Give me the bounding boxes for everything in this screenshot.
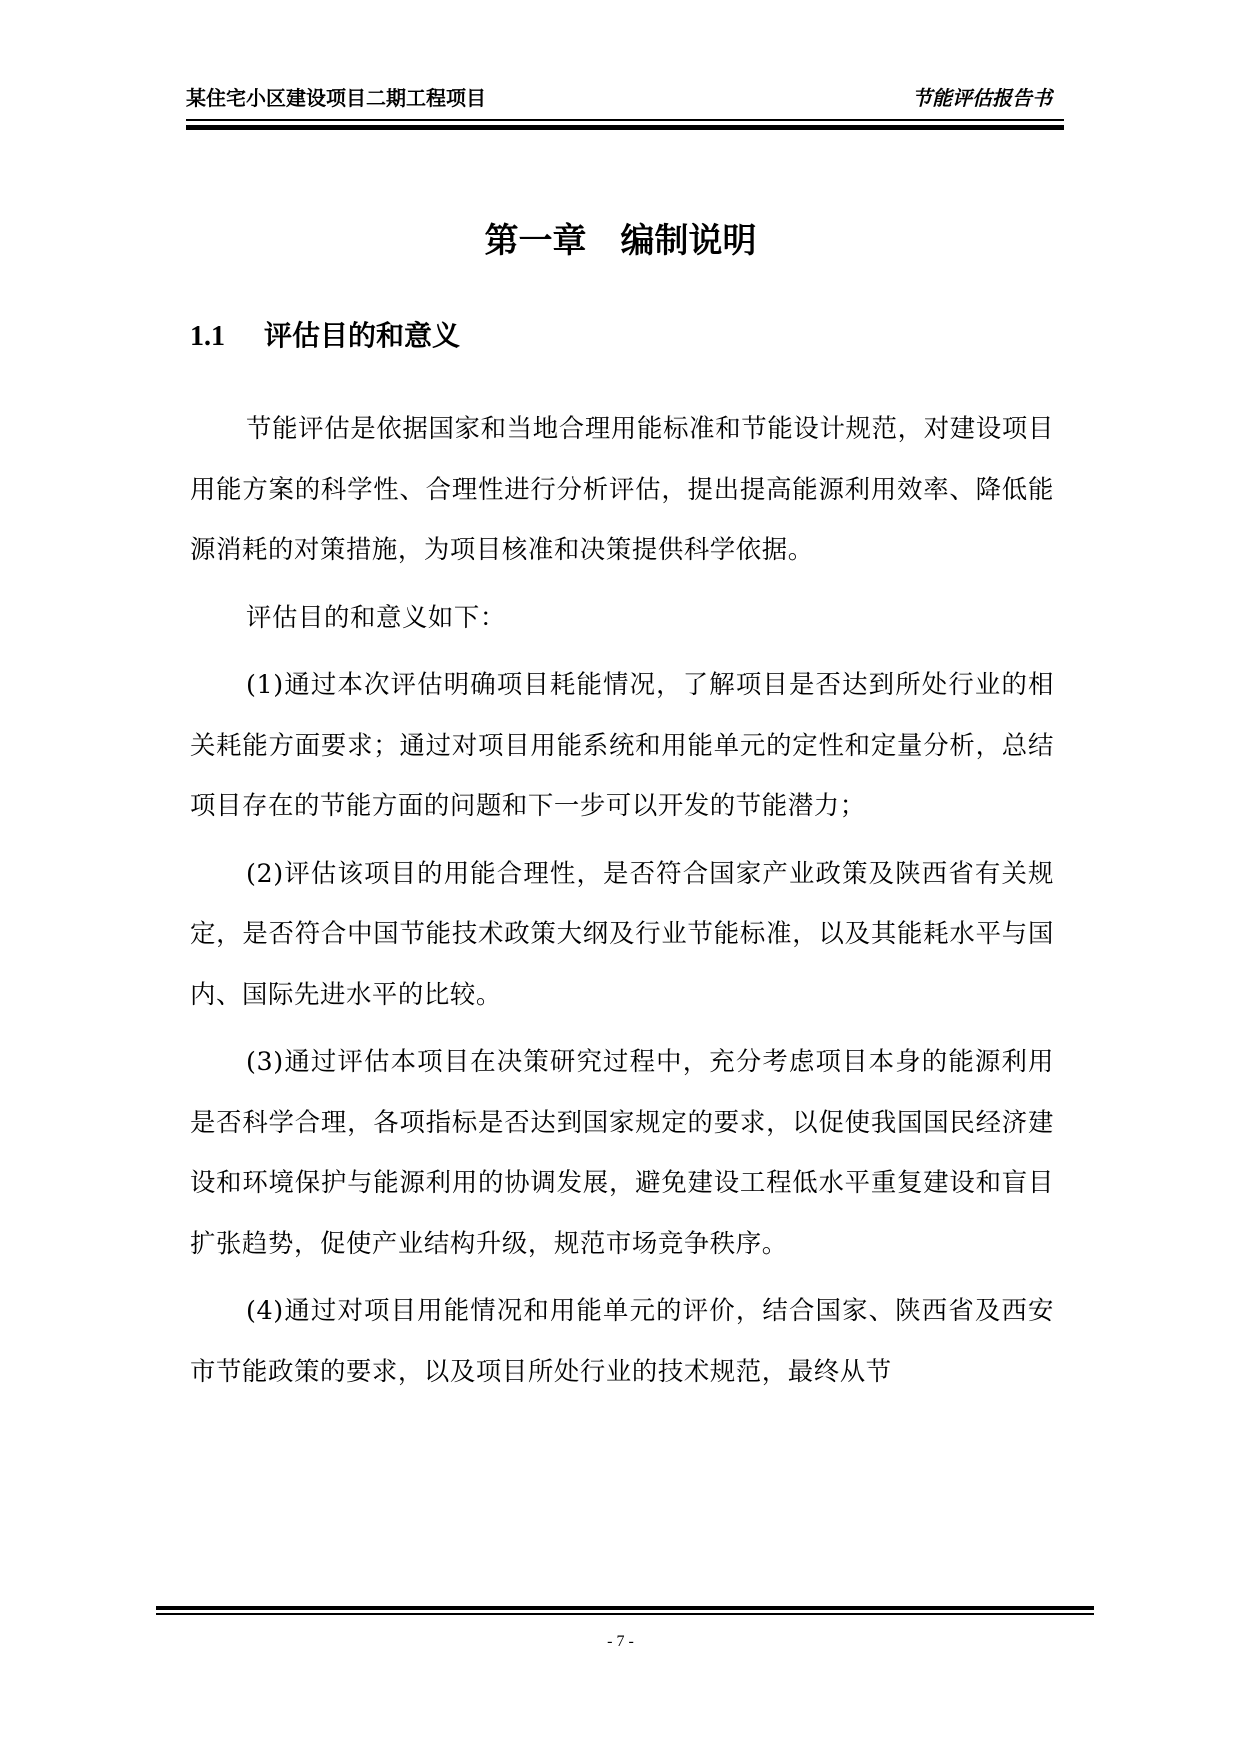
paragraph: 评估目的和意义如下： <box>246 601 506 632</box>
document-project-title: 某住宅小区建设项目二期工程项目 <box>186 86 486 110</box>
paragraph: (2)评估该项目的用能合理性，是否符合国家产业政策及陕西省有关规定，是否符合中国节能技术政策大纲及行业节能标准，以及其能耗水平与国内、国际先进水平的比较。 <box>190 857 1054 1009</box>
footer-divider-thin <box>156 1613 1094 1615</box>
body-text <box>190 398 1054 1408</box>
header-divider-thin <box>186 119 1064 121</box>
paragraph: 节能评估是依据国家和当地合理用能标准和节能设计规范，对建设项目用能方案的科学性、合理性进行分析评估，提出提高能源利用效率、降低能源消耗的对策措施，为项目核准和决策提供科学依据。 <box>190 413 1054 564</box>
paragraph: (1)通过本次评估明确项目耗能情况，了解项目是否达到所处行业的相关耗能方面要求；通过对项目用能系统和用能单元的定性和定量分析，总结项目存在的节能方面的问题和下一步可以开发的节能潜力； <box>190 669 1054 820</box>
paragraph: (3)通过评估本项目在决策研究过程中，充分考虑项目本身的能源利用是否科学合理，各项指标是否达到国家规定的要求，以促使我国国民经济建设和环境保护与能源利用的协调发展，避免建设工程低水平重复建设和盲目扩张趋势，促使产业结构升级，规范市场竞争秩序。 <box>190 1046 1054 1258</box>
header-divider-thick <box>186 125 1064 130</box>
footer-divider-thick <box>156 1606 1094 1610</box>
page-header <box>186 86 1064 110</box>
page-number: - 7 - <box>607 1633 634 1650</box>
section-heading <box>190 314 460 359</box>
section-number: 1.1 <box>190 321 225 352</box>
section-title: 评估目的和意义 <box>264 319 461 352</box>
chapter-title: 第一章 编制说明 <box>484 221 757 261</box>
document-report-title: 节能评估报告书 <box>912 86 1052 110</box>
paragraph: (4)通过对项目用能情况和用能单元的评价，结合国家、陕西省及西安市节能政策的要求，以及项目所处行业的技术规范，最终从节 <box>190 1295 1054 1386</box>
